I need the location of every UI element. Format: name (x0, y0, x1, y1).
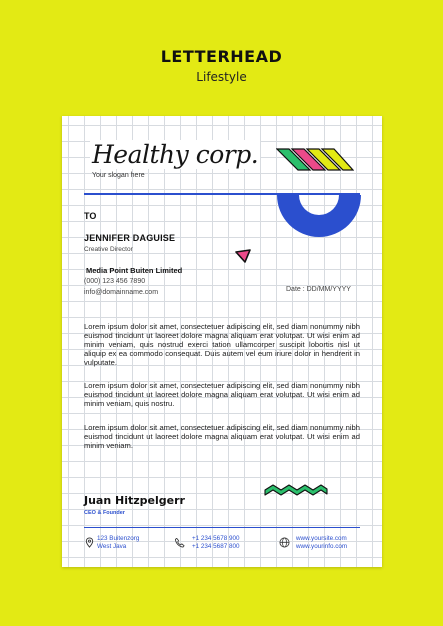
footer-phone-line: +1 234 5678 900 (192, 535, 240, 542)
recipient-role: Creative Director (84, 246, 133, 253)
body-paragraph: Lorem ipsum dolor sit amet, consectetuer adipiscing elit, sed diam nonummy nibh euismod tincidunt ut laoreet dolore magna aliquam erat volutpat. Ut wisi enim ad minim veniam, quis nostrud exerci tation ullamcorper suscipit lobortis nisl ut aliquip ex ea commodo consequat. Duis autem vel eum iriure dolor in hendrerit in vulputate. (84, 322, 360, 368)
footer-address-line: 123 Buitenzorg (97, 535, 140, 542)
recipient-name: JENNIFER DAGUISE (84, 233, 176, 243)
company-logo: Healthy corp. (92, 140, 259, 169)
recipient-company: Media Point Buiten Limited (86, 266, 183, 275)
footer-website-line: www.yourinfo.com (296, 543, 348, 550)
footer-phone-line: +1 234 5687 800 (192, 543, 240, 550)
recipient-email: info@domainname.com (84, 289, 159, 296)
signature-role: CEO & Founder (84, 510, 125, 516)
footer-address (97, 535, 139, 551)
page-subtitle: Lifestyle (196, 70, 247, 84)
company-slogan: Your slogan here (92, 172, 145, 179)
footer-phones (192, 535, 239, 551)
globe-icon (279, 537, 290, 548)
phone-icon (174, 537, 185, 548)
footer-divider (84, 527, 360, 528)
to-label: TO (84, 211, 97, 221)
recipient-phone: (000) 123 456 7890 (84, 278, 146, 285)
body-paragraph: Lorem ipsum dolor sit amet, consectetuer adipiscing elit, sed diam nonummy nibh euismod tincidunt ut laoreet dolore magna aliquam erat volutpat. Ut wisi enim ad minim veniam, quis nostru. (84, 381, 360, 409)
footer-website-line: www.yoursite.com (296, 535, 347, 542)
letter-date: Date : DD/MM/YYYY (286, 286, 351, 293)
footer-websites (296, 535, 347, 551)
triangle-decoration (234, 248, 252, 264)
letterhead-sheet (62, 116, 382, 567)
page-title: LETTERHEAD (160, 47, 283, 66)
semicircle-decoration (276, 195, 362, 241)
stripes-decoration (276, 146, 354, 172)
signature-name: Juan Hitzpelgerr (84, 494, 185, 507)
zigzag-decoration (264, 484, 328, 502)
body-paragraph: Lorem ipsum dolor sit amet, consectetuer adipiscing elit, sed diam nonummy nibh euismod tincidunt ut laoreet dolore magna aliquam erat volutpat. Ut wisi enim ad minim veniam. (84, 423, 360, 451)
location-pin-icon (84, 537, 95, 548)
footer-address-line: West Java (97, 543, 127, 550)
